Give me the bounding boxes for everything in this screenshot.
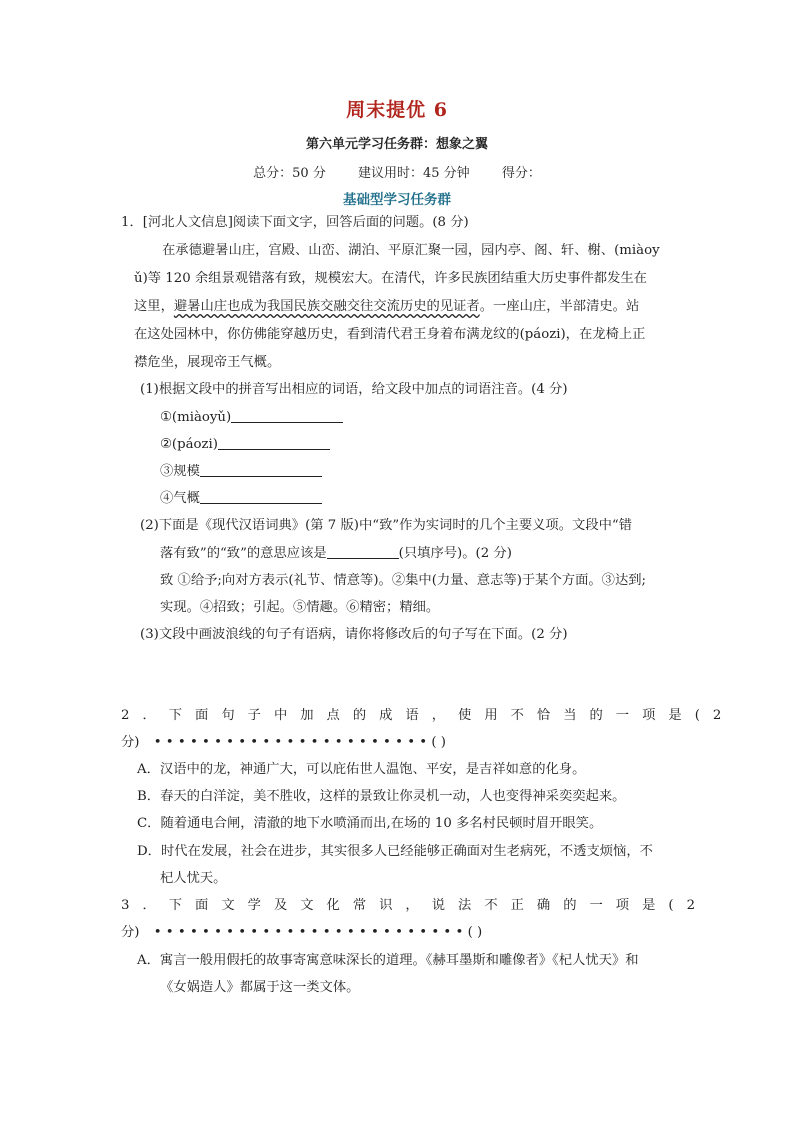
q1-blank-4: ④气概 <box>160 489 322 509</box>
answer-blank[interactable] <box>218 435 330 450</box>
q2-option-d-line-2: 杞人忧天。 <box>160 871 227 886</box>
q1-blank-3: ③规模 <box>160 462 322 482</box>
answer-blank[interactable] <box>231 408 343 423</box>
definition-line-1: 致 ①给予;向对方表示(礼节、情意等)。②集中(力量、意志等)于某个方面。③达到; <box>160 573 647 588</box>
passage-text: 这里， <box>134 299 174 314</box>
unit-subtitle: 第六单元学习任务群：想象之翼 <box>305 137 488 152</box>
q1-blank-1: ①(miàoyǔ) <box>160 408 343 428</box>
answer-blank[interactable] <box>200 462 322 477</box>
q1-sub2-line-2: 落有致”的“致”的意思应该是 (只填序号)。(2 分) <box>160 546 512 561</box>
passage-text: 。一座山庄，半部清史。站 <box>479 299 640 314</box>
q3-stem: 3．下面文学及文化常识，说法不正确的一项是(2 <box>121 898 709 913</box>
q1-passage-line-1: 在承德避暑山庄，宫殿、山峦、湖泊、平原汇聚一园，园内亭、阁、轩、榭、(miàoy <box>162 243 660 258</box>
q1-blank-2: ②(páozi) <box>160 435 330 455</box>
answer-paren[interactable]: ( ) <box>431 735 446 750</box>
q1-sub2-line-1: (2)下面是《现代汉语词典》(第 7 版)中“致”作为实词时的几个主要义项。文段中“错 <box>140 518 633 533</box>
q2-option-a: A．汉语中的龙，神通广大，可以庇佑世人温饱、平安，是吉祥如意的化身。 <box>137 762 586 777</box>
leader-dots: • • • • • • • • • • • • • • • • • • • • • • • <box>153 735 428 750</box>
q1-passage-line-2: ǔ)等 120 余组景观错落有致，规模宏大。在清代，许多民族团结重大历史事件都发生在 <box>134 271 647 286</box>
score-info <box>0 162 794 181</box>
q2-option-d-line-1: D．时代在发展，社会在进步，其实很多人已经能够正确面对生老病死，不透支烦恼，不 <box>137 844 653 859</box>
q1-sub1: (1)根据文段中的拼音写出相应的词语，给文段中加点的词语注音。(4 分) <box>140 382 568 397</box>
q1-passage-line-5: 襟危坐，展现帝王气概。 <box>134 355 281 370</box>
answer-blank[interactable] <box>327 544 399 559</box>
q1-passage-line-4: 在这处园林中，你仿佛能穿越历史，看到清代君王身着布满龙纹的(páozi)，在龙椅上正 <box>134 327 646 342</box>
q2-stem-line-2: 分) • • • • • • • • • • • • • • • • • • • • • • • ( ) <box>121 735 446 750</box>
wavy-underlined-sentence: 避暑山庄也成为我国民族交融交往交流历史的见证者 <box>173 299 480 314</box>
page-title: 周末提优 6 <box>346 99 448 121</box>
q1-sub3: (3)文段中画波浪线的句子有语病，请你将修改后的句子写在下面。(2 分) <box>140 627 568 642</box>
answer-paren[interactable]: ( ) <box>467 925 483 940</box>
q1-stem: 1．[河北人文信息]阅读下面文字，回答后面的问题。(8 分) <box>121 215 469 230</box>
section-label: 基础型学习任务群 <box>343 192 451 208</box>
suggested-time: 建议用时：45 分钟 <box>357 166 470 181</box>
leader-dots: • • • • • • • • • • • • • • • • • • • • • • • • • • <box>153 925 464 940</box>
q3-option-a-line-1: A．寓言一般用假托的故事寄寓意味深长的道理。《赫耳墨斯和雕像者》《杞人忧天》和 <box>137 953 639 968</box>
q2-option-c: C．随着通电合闸，清澈的地下水喷涌而出,在场的 10 多名村民顿时眉开眼笑。 <box>137 816 603 831</box>
q3-stem-line-2: 分) • • • • • • • • • • • • • • • • • • • • • • • • • • ( ) <box>121 925 483 940</box>
q3-option-a-line-2: 《女娲造人》都属于这一类文体。 <box>160 980 360 995</box>
obtained-score: 得分： <box>501 166 541 181</box>
total-score: 总分：50 分 <box>253 166 326 181</box>
q2-stem: 2．下面句子中加点的成语，使用不恰当的一项是(2 <box>121 708 735 723</box>
answer-blank[interactable] <box>200 489 322 504</box>
q1-passage-line-3 <box>134 297 639 317</box>
q2-option-b: B．春天的白洋淀，美不胜收，这样的景致让你灵机一动，人也变得神采奕奕起来。 <box>137 789 626 804</box>
definition-line-2: 实现。④招致；引起。⑤情趣。⑥精密；精细。 <box>160 600 440 615</box>
